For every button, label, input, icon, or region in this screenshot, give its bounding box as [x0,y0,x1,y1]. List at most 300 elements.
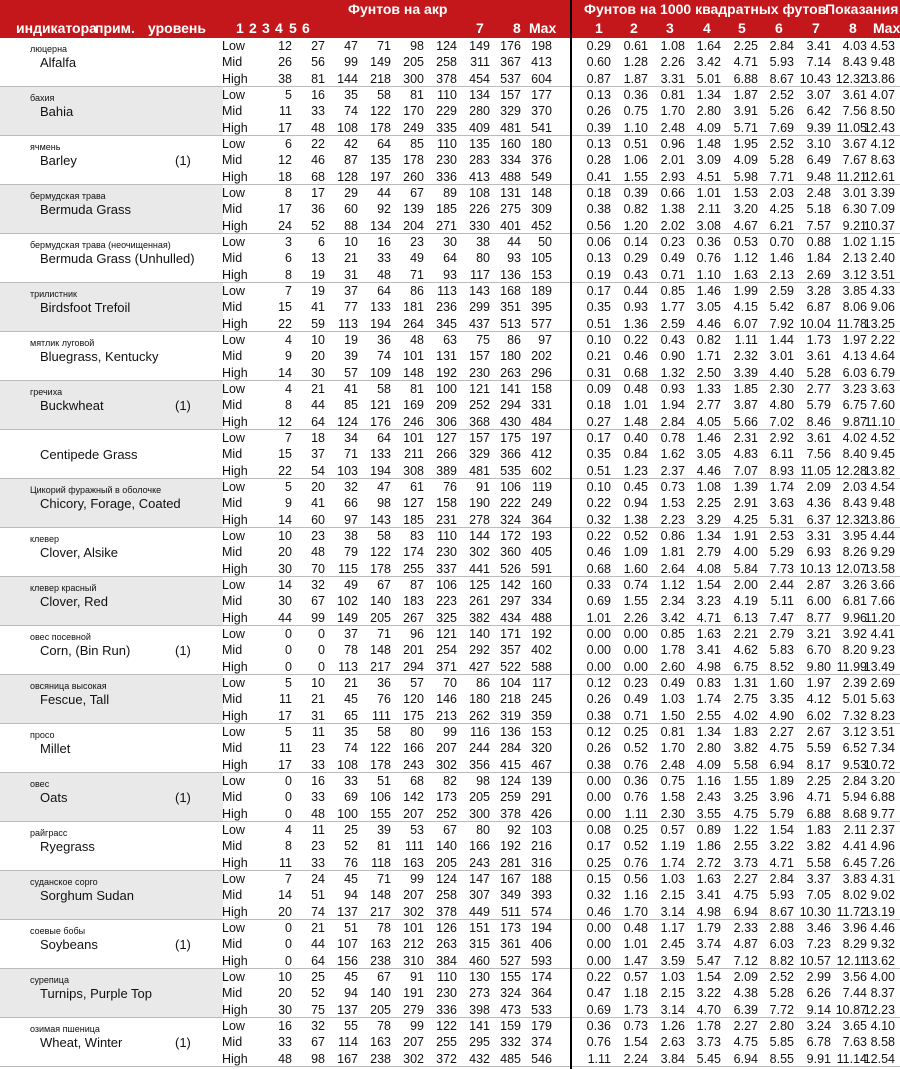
sqft-value: 1.34 [696,529,721,543]
acre-value: 284 [500,741,521,756]
table-row [222,185,900,201]
crop-name-ru: овес [30,779,50,789]
acre-value: 122 [370,741,391,756]
acre-value: 117 [532,676,552,690]
sqft-value: 9.45 [870,447,895,462]
sqft-value: 0.68 [586,561,611,576]
acre-value: 267 [403,610,424,625]
acre-value: 294 [500,398,521,413]
acre-value: 149 [337,610,358,625]
acre-value: 35 [344,88,358,102]
sqft-value: 9.29 [870,545,895,560]
sqft-value: 8.82 [769,953,794,968]
sqft-value: 3.22 [769,839,794,854]
sqft-value: 0.89 [696,823,721,837]
sqft-value: 7.69 [769,120,794,135]
acre-value: 329 [469,447,490,462]
sqft-value: 0.00 [586,937,611,952]
sqft-value: 4.09 [696,120,721,135]
level-label: High [222,708,248,723]
sqft-value: 1.22 [733,823,758,837]
acre-value: 546 [531,1051,552,1066]
acre-value: 370 [531,104,552,119]
crop-name-ru: трилистник [30,289,77,299]
acre-value: 181 [403,300,424,315]
sqft-value: 2.26 [623,610,648,625]
sqft-value: 7.34 [870,741,895,756]
table-row [222,152,900,168]
sqft-value: 10.87 [835,1002,867,1017]
sqft-value: 7.57 [806,218,831,233]
header-sqft-col: Max [873,20,900,36]
acre-value: 143 [370,512,391,527]
acre-value: 441 [469,561,490,576]
sqft-value: 4.75 [733,806,758,821]
header-sqft-col: 8 [849,20,857,36]
sqft-value: 2.67 [806,725,831,739]
sqft-value: 4.90 [769,708,794,723]
acre-value: 212 [403,937,424,952]
acre-value: 14 [278,365,292,380]
table-row [222,348,900,364]
sqft-value: 7.23 [806,937,831,952]
acre-value: 412 [531,447,552,462]
sqft-value: 0.00 [623,659,648,674]
sqft-value: 1.54 [623,1035,648,1050]
acre-value: 46 [311,153,325,168]
acre-value: 144 [337,71,358,86]
sqft-value: 3.83 [842,872,867,886]
acre-value: 281 [500,855,521,870]
level-label: High [222,1002,248,1017]
acre-value: 32 [311,578,325,592]
acre-value: 10 [344,235,358,249]
acre-value: 297 [500,594,521,609]
acre-value: 526 [500,561,521,576]
sqft-value: 1.55 [623,169,648,184]
acre-value: 67 [311,594,325,609]
acre-value: 86 [410,284,424,298]
acre-value: 20 [278,904,292,919]
sqft-value: 9.48 [870,55,895,70]
sqft-value: 9.32 [870,937,895,952]
sqft-value: 5.83 [769,643,794,658]
header-acre-col: 8 [513,20,521,36]
sqft-value: 2.55 [696,708,721,723]
header-readings: Показания [825,1,899,17]
sqft-value: 3.61 [806,349,831,364]
sqft-value: 1.36 [623,316,648,331]
sqft-value: 4.64 [870,349,895,364]
acre-value: 279 [403,1002,424,1017]
acre-value: 44 [311,398,325,413]
acre-value: 261 [469,594,490,609]
sqft-value: 1.08 [696,480,721,494]
sqft-value: 13.19 [863,904,895,919]
sqft-value: 2.11 [697,202,721,217]
acre-value: 59 [311,316,325,331]
sqft-value: 13.82 [863,463,895,478]
sqft-value: 1.15 [870,235,895,249]
table-row [222,136,900,152]
sqft-value: 7.32 [842,708,867,723]
header-indicator: индикатора [16,20,97,36]
level-label: High [222,610,248,625]
acre-value: 74 [344,741,358,756]
acre-value: 17 [278,120,292,135]
sqft-value: 1.18 [623,986,648,1001]
acre-value: 185 [436,202,457,217]
sqft-value: 1.09 [623,545,648,560]
sqft-value: 7.72 [769,1002,794,1017]
acre-value: 32 [311,1019,325,1033]
sqft-value: 0.38 [586,757,611,772]
acre-value: 22 [311,137,325,151]
sqft-value: 3.01 [769,349,794,364]
sqft-value: 4.02 [842,431,867,445]
acre-value: 107 [337,937,358,952]
sqft-value: 5.29 [769,545,794,560]
acre-value: 106 [500,480,521,494]
sqft-value: 3.26 [842,578,867,592]
acre-value: 121 [370,398,391,413]
sqft-value: 2.55 [733,839,758,854]
acre-value: 23 [311,741,325,756]
sqft-value: 9.48 [870,496,895,511]
acre-value: 217 [370,904,391,919]
acre-value: 481 [469,463,490,478]
acre-value: 23 [410,235,424,249]
sqft-value: 4.00 [733,545,758,560]
sqft-value: 1.78 [660,643,685,658]
acre-value: 335 [436,120,457,135]
acre-value: 49 [410,251,424,266]
acre-value: 330 [469,218,490,233]
sqft-value: 1.34 [696,725,721,739]
sqft-value: 4.83 [733,447,758,462]
sqft-value: 10.30 [799,904,831,919]
acre-value: 367 [500,55,521,70]
acre-value: 334 [531,594,552,609]
acre-value: 180 [469,692,490,707]
sqft-value: 3.82 [806,839,831,854]
acre-value: 142 [403,790,424,805]
acre-value: 33 [311,855,325,870]
acre-value: 319 [500,708,521,723]
crop-name-en: Centipede Grass [40,447,138,462]
acre-value: 111 [371,708,391,723]
acre-value: 140 [370,594,391,609]
sqft-value: 0.26 [586,104,611,119]
sqft-value: 2.27 [733,872,758,886]
acre-value: 110 [437,88,457,102]
sqft-value: 2.84 [842,774,867,788]
acre-value: 209 [436,398,457,413]
sqft-value: 2.13 [842,251,867,266]
sqft-value: 2.30 [660,806,685,821]
sqft-value: 0.60 [586,55,611,70]
sqft-value: 0.25 [623,823,648,837]
acre-value: 541 [531,120,552,135]
sqft-value: 2.15 [660,888,685,903]
sqft-value: 0.70 [769,235,794,249]
acre-value: 197 [370,169,391,184]
sqft-value: 2.44 [769,578,794,592]
sqft-value: 2.63 [660,1035,685,1050]
acre-value: 136 [500,725,521,739]
acre-value: 44 [377,186,391,200]
acre-value: 178 [370,561,391,576]
crop-block [0,283,900,332]
acre-value: 148 [370,643,391,658]
acre-value: 593 [531,953,552,968]
acre-value: 61 [410,480,424,494]
sqft-value: 3.46 [806,921,831,935]
sqft-value: 7.44 [842,986,867,1001]
acre-value: 310 [403,953,424,968]
acre-value: 5 [285,725,292,739]
sqft-value: 1.55 [623,594,648,609]
acre-value: 10 [311,333,325,347]
acre-value: 33 [311,104,325,119]
acre-value: 308 [403,463,424,478]
crop-block [0,528,900,577]
acre-value: 255 [403,561,424,576]
table-row [222,936,900,952]
sqft-value: 1.47 [623,953,648,968]
sqft-value: 0.46 [586,545,611,560]
acre-value: 101 [403,349,424,364]
sqft-value: 2.15 [660,986,685,1001]
sqft-value: 6.30 [842,202,867,217]
acre-value: 108 [337,757,358,772]
sqft-value: 6.88 [806,806,831,821]
acre-value: 527 [500,953,521,968]
acre-value: 99 [311,610,325,625]
table-row [222,708,900,724]
acre-value: 21 [344,251,358,266]
sqft-value: 4.40 [769,365,794,380]
sqft-value: 7.63 [842,1035,867,1050]
acre-value: 67 [443,823,457,837]
sqft-value: 4.98 [696,659,721,674]
acre-value: 170 [403,104,424,119]
sqft-value: 1.91 [733,529,758,543]
table-row [222,740,900,756]
acre-value: 273 [469,986,490,1001]
sqft-value: 0.36 [586,1019,611,1033]
sqft-value: 0.76 [623,790,648,805]
acre-value: 15 [278,300,292,315]
acre-value: 295 [469,1035,490,1050]
sqft-value: 3.23 [842,382,867,396]
sqft-value: 0.44 [623,284,648,298]
acre-value: 296 [531,365,552,380]
crop-name-en: Barley [40,153,77,168]
acre-value: 157 [469,349,490,364]
acre-value: 137 [337,1002,358,1017]
acre-value: 115 [338,561,358,576]
crop-note: (1) [175,643,191,658]
sqft-value: 10.37 [863,218,895,233]
sqft-value: 1.70 [623,904,648,919]
acre-value: 401 [500,218,521,233]
level-label: Mid [222,594,243,609]
acre-value: 300 [403,71,424,86]
sqft-value: 3.08 [696,218,721,233]
sqft-value: 3.74 [696,937,721,952]
acre-value: 21 [311,692,325,707]
crop-name-ru: овсяница высокая [30,681,107,691]
acre-value: 19 [344,333,358,347]
acre-value: 21 [344,676,358,690]
sqft-value: 1.03 [660,872,685,886]
acre-value: 9 [285,496,292,511]
table-row [222,626,900,642]
acre-value: 39 [377,823,391,837]
acre-value: 87 [344,153,358,168]
level-label: Low [222,676,245,690]
acre-value: 52 [311,218,325,233]
level-label: Low [222,235,245,249]
sqft-value: 1.01 [696,186,721,200]
sqft-value: 1.31 [733,676,758,690]
level-label: High [222,561,248,576]
acre-value: 577 [531,316,552,331]
level-label: Mid [222,790,243,805]
acre-value: 81 [410,88,424,102]
table-row [222,397,900,413]
acre-value: 80 [410,725,424,739]
acre-value: 64 [377,284,391,298]
table-row [222,299,900,315]
sqft-value: 3.41 [696,643,721,658]
sqft-value: 0.36 [623,88,648,102]
acre-value: 0 [285,643,292,658]
table-row [222,953,900,969]
sqft-value: 0.76 [623,757,648,772]
sqft-value: 5.28 [769,153,794,168]
sqft-value: 0.49 [660,676,685,690]
acre-value: 41 [311,300,325,315]
sqft-value: 1.81 [660,545,685,560]
sqft-value: 5.79 [769,806,794,821]
header-note: прим. [95,20,135,36]
acre-value: 222 [500,496,521,511]
acre-value: 135 [469,137,490,151]
sqft-value: 4.05 [696,414,721,429]
crop-block [0,136,900,185]
acre-value: 76 [377,692,391,707]
table-row [222,381,900,397]
sqft-value: 0.71 [660,267,685,282]
sqft-value: 4.00 [870,970,895,984]
acre-value: 82 [443,774,457,788]
acre-value: 140 [469,627,490,641]
acre-value: 18 [278,169,292,184]
acre-value: 0 [285,937,292,952]
acre-value: 7 [285,431,292,445]
sqft-value: 4.41 [842,839,867,854]
acre-value: 11 [279,855,292,870]
level-label: High [222,316,248,331]
crop-name-ru: Цикорий фуражный в оболочке [30,485,162,495]
header-acre-col: 7 [476,20,484,36]
sqft-value: 0.88 [806,235,831,249]
header-lbs-per-acre: Фунтов на акр [348,1,448,17]
sqft-value: 4.03 [842,39,867,53]
acre-value: 382 [469,610,490,625]
sqft-value: 5.45 [696,1051,721,1066]
acre-value: 157 [469,431,490,445]
acre-value: 92 [377,202,391,217]
header-acre-col: 1 [236,20,244,36]
table-row [222,773,900,789]
acre-value: 329 [500,104,521,119]
acre-value: 16 [311,88,325,102]
sqft-value: 4.96 [870,839,895,854]
sqft-value: 3.07 [806,88,831,102]
acre-value: 484 [531,414,552,429]
sqft-value: 3.95 [842,529,867,543]
crop-name-ru: бермудская трава [30,191,106,201]
acre-value: 22 [278,316,292,331]
acre-value: 119 [532,480,552,494]
acre-value: 98 [410,39,424,53]
sqft-value: 5.31 [769,512,794,527]
sqft-value: 0.75 [623,104,648,119]
sqft-value: 0.23 [660,235,685,249]
crop-block [0,234,900,283]
sqft-value: 0.66 [660,186,685,200]
header-sqft-col: 3 [666,20,674,36]
acre-value: 58 [377,88,391,102]
acre-value: 173 [500,921,521,935]
sqft-value: 0.69 [586,594,611,609]
sqft-value: 5.94 [842,790,867,805]
acre-value: 449 [469,904,490,919]
acre-value: 205 [403,55,424,70]
acre-value: 74 [311,904,325,919]
sqft-value: 2.30 [769,382,794,396]
acre-value: 16 [278,1019,292,1033]
acre-value: 280 [469,104,490,119]
crop-name-cell [0,724,223,773]
sqft-value: 2.37 [660,463,685,478]
acre-value: 141 [469,1019,490,1033]
sqft-value: 12.54 [863,1051,895,1066]
acre-value: 260 [403,169,424,184]
sqft-value: 1.17 [660,921,685,935]
sqft-value: 3.22 [696,986,721,1001]
acre-value: 139 [531,774,552,788]
sqft-value: 1.10 [696,267,721,282]
acre-value: 114 [338,1035,358,1050]
sqft-value: 6.37 [806,512,831,527]
sqft-value: 7.71 [769,169,794,184]
acre-value: 67 [410,186,424,200]
acre-value: 131 [436,349,457,364]
sqft-value: 3.91 [733,104,758,119]
acre-value: 140 [436,839,457,854]
sqft-value: 0.96 [660,137,685,151]
sqft-value: 7.07 [733,463,758,478]
level-label: High [222,757,248,772]
table-row [222,920,900,936]
sqft-value: 5.98 [733,169,758,184]
acre-value: 275 [500,202,521,217]
sqft-value: 5.18 [806,202,831,217]
